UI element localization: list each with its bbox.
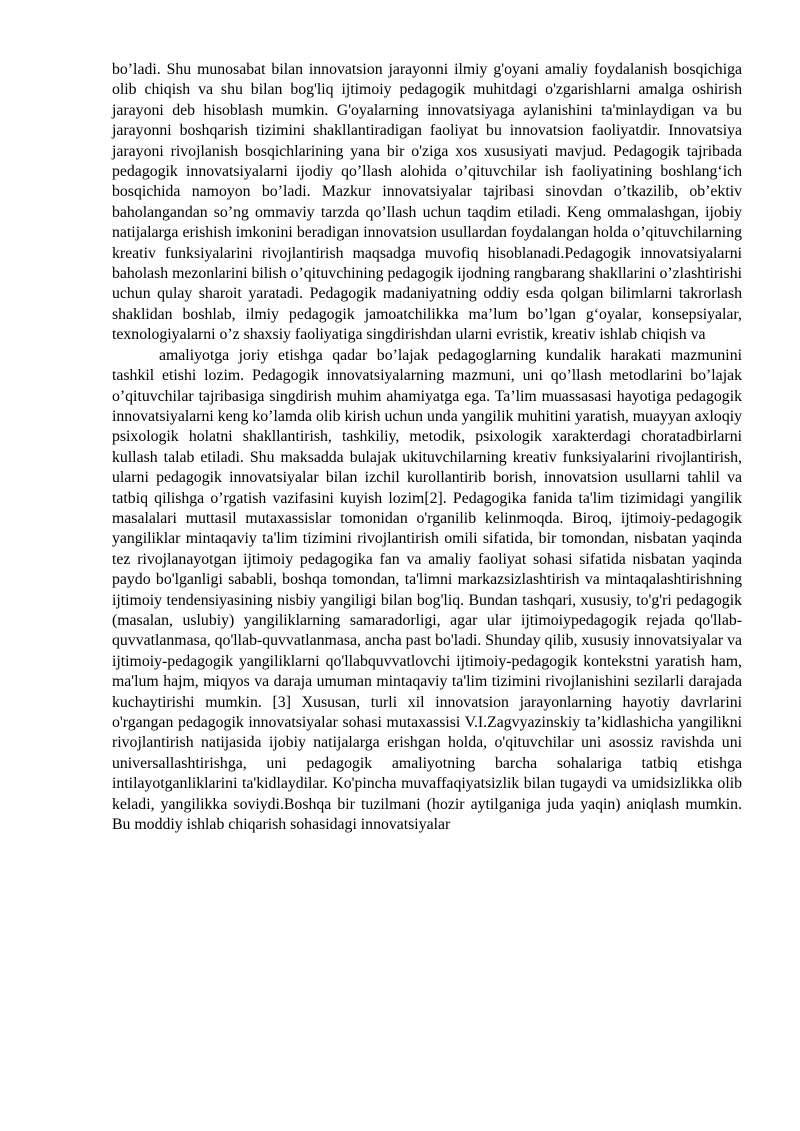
document-page <box>112 60 742 835</box>
body-paragraph-2: amaliyotga joriy etishga qadar bo’lajak pedagoglarning kundalik harakati mazmunini tashkil etishi lozim. Pedagogik innovatsiyalarning mazmuni, uni qo’llash metodlarini bo’lajak o’qituvchilar tajribasiga singdirish muhim ahamiyatga ega. Ta’lim muassasasi hayotiga pedagogik innovatsiyalarni keng ko’lamda olib kirish uchun unda yangilik muhitini yaratish, muayyan axloqiy psixologik holatni shakllantirish, tashkiliy, metodik, psixologik xarakterdagi choratadbirlarni kullash talab etiladi. Shu maksadda bulajak ukituvchilarning kreativ funksiyalarini rivojlantirish, ularni pedagogik innovatsiyalar bilan izchil kurollantirib borish, innovatsion usullarni tahlil va tatbiq qilishga o’rgatish vazifasini kuyish lozim[2]. Pedagogika fanida ta'lim tizimidagi yangilik masalalari muttasil mutaxassislar tomonidan o'rganilib kelinmoqda. Biroq, ijtimoiy-pedagogik yangiliklar mintaqaviy ta'lim tizimini rivojlantirish omili sifatida, bir tomondan, nisbatan yaqinda tez rivojlanayotgan ijtimoiy pedagogika fan va amaliy faoliyat sohasi sifatida nisbatan yaqinda paydo bo'lganligi sababli, boshqa tomondan, ta'limni markazsizlashtirish va mintaqalashtirishning ijtimoiy tendensiyasining nisbiy yangiligi bilan bog'liq. Bundan tashqari, xususiy, to'g'ri pedagogik (masalan, uslubiy) yangiliklarning samaradorligi, agar ular ijtimoiypedagogik rejada qo'llab-quvvatlanmasa, qo'llab-quvvatlanmasa, ancha past bo'ladi. Shunday qilib, xususiy innovatsiyalar va ijtimoiy-pedagogik yangiliklarni qo'llabquvvatlovchi ijtimoiy-pedagogik kontekstni yaratish ham, ma'lum hajm, miqyos va daraja umuman mintaqaviy ta'lim tizimini rivojlanishini sezilarli darajada kuchaytirishi mumkin. [3] Xususan, turli xil innovatsion jarayonlarning hayotiy davrlarini o'rgangan pedagogik innovatsiyalar sohasi mutaxassisi V.I.Zagvyazinskiy ta’kidlashicha yangilikni rivojlantirish natijasida ijobiy natijalarga erishgan holda, o'qituvchilar uni asossiz ravishda uni universallashtirishga, uni pedagogik amaliyotning barcha sohalariga tatbiq etishga intilayotganliklarini ta'kidlaydilar. Ko'pincha muvaffaqiyatsizlik bilan tugaydi va umidsizlikka olib keladi, yangilikka soviydi.Boshqa bir tuzilmani (hozir aytilganiga juda yaqin) aniqlash mumkin. Bu moddiy ishlab chiqarish sohasidagi innovatsiyalar <box>112 346 743 834</box>
body-paragraph-1: bo’ladi. Shu munosabat bilan innovatsion jarayonni ilmiy g'oyani amaliy foydalanish bosqichiga olib chiqish va shu bilan bog'liq ijtimoiy pedagogik muhitdagi o'zgarishlarni amalga oshirish jarayoni deb hisoblash mumkin. G'oyalarning innovatsiyaga aylanishini ta'minlaydigan va bu jarayonni boshqarish tizimini shakllantiradigan faoliyat bu innovatsion faoliyatdir. Innovatsiya jarayoni rivojlanish bosqichlarining yana bir o'ziga xos xususiyati mavjud. Pedagogik tajribada pedagogik innovatsiyalarni ijodiy qo’llash alohida o’qituvchilar ish faoliyatining boshlang‘ich bosqichida namoyon bo’ladi. Mazkur innovatsiyalar tajribasi sinovdan o’tkazilib, ob’ektiv baholangandan so’ng ommaviy tarzda qo’llash uchun taqdim etiladi. Keng ommalashgan, ijobiy natijalarga erishish imkonini beradigan innovatsion usullardan foydalangan holda o’qituvchilarning kreativ funksiyalarini rivojlantirish maqsadga muvofiq hisoblanadi.Pedagogik innovatsiyalarni baholash mezonlarini bilish o’qituvchining pedagogik ijodning rangbarang shakllarini o’zlashtirishi uchun qulay sharoit yaratadi. Pedagogik madaniyatning oddiy esda qolgan bilimlarni takrorlash shaklidan boshlab, ilmiy pedagogik jamoatchilikka ma’lum bo’lgan g‘oyalar, konsepsiyalar, texnologiyalarni o’z shaxsiy faoliyatiga singdirishdan ularni evristik, kreativ ishlab chiqish va <box>112 61 742 344</box>
